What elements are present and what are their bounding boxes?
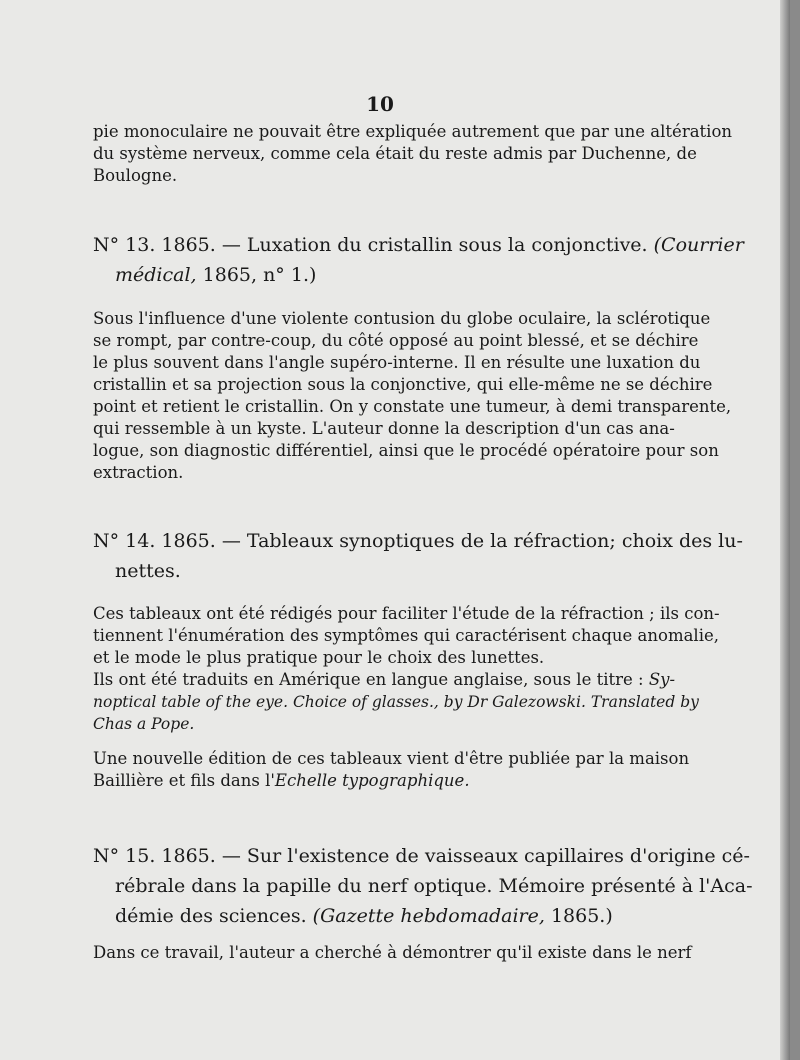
intro-paragraph [93,121,733,187]
text-line: extraction. [93,463,184,482]
heading-reference: (Gazette hebdomadaire, [312,905,545,927]
heading-line: N° 15. 1865. — Sur l'existence de vaisseaux capillaires d'origine cé- [93,845,750,867]
heading-text: N° 13. 1865. — Luxation du cristallin sous la conjonctive. [93,234,648,256]
heading-line [93,901,665,931]
book-title-line: Chas a Pope. [93,715,195,733]
text-line: du système nerveux, comme cela était du reste admis par Duchenne, de [93,144,697,163]
entry-14-heading [93,526,743,586]
publication-title: Echelle typographique. [274,771,470,790]
text-line: Sous l'influence d'une violente contusion du globe oculaire, la sclérotique [93,309,711,328]
text-line: qui ressemble à un kyste. L'auteur donne la description d'un cas ana- [93,419,675,438]
text-line: se rompt, par contre-coup, du côté opposé au point blessé, et se déchire [93,331,699,350]
entry-14-paragraph-2 [93,669,699,735]
text-line: Dans ce travail, l'auteur a cherché à démontrer qu'il existe dans le nerf [93,943,692,962]
page-edge-shadow [780,0,790,1060]
text-line: Une nouvelle édition de ces tableaux vient d'être publiée par la maison [93,749,690,768]
entry-13-body [93,308,732,484]
heading-reference: médical, [115,264,197,286]
text-line: logue, son diagnostic différentiel, ainsi que le procédé opératoire pour son [93,441,719,460]
text-line: et le mode le plus pratique pour le choix des lunettes. [93,648,545,667]
text-line: pie monoculaire ne pouvait être expliquée autrement que par une altération [93,122,733,141]
heading-text: démie des sciences. [115,905,307,927]
text-line: tiennent l'énumération des symptômes qui caractérisent chaque anomalie, [93,626,719,645]
text-line: Ces tableaux ont été rédigés pour faciliter l'étude de la réfraction ; ils con- [93,604,720,623]
text-segment: Baillière et fils dans l' [93,771,275,790]
text-line [93,669,676,691]
heading-line: nettes. [115,560,181,582]
text-line: le plus souvent dans l'angle supéro-interne. Il en résulte une luxation du [93,353,701,372]
entry-15-heading [93,841,753,931]
text-line: point et retient le cristallin. On y constate une tumeur, à demi transparente, [93,397,732,416]
entry-14-paragraph-3 [93,748,690,792]
book-title-line: noptical table of the eye. Choice of glasses., by Dr Galezowski. Translated by [93,693,699,711]
heading-line [93,260,665,290]
entry-15-body [93,942,692,964]
heading-line: rébrale dans la papille du nerf optique. Mémoire présenté à l'Aca- [115,875,753,897]
heading-line: N° 14. 1865. — Tableaux synoptiques de la réfraction; choix des lu- [93,530,743,552]
heading-text: 1865.) [550,905,613,927]
heading-line [93,230,744,260]
page-number: 10 [366,92,394,116]
heading-reference: (Courrier [653,234,744,256]
text-segment: Ils ont été traduits en Amérique en langue anglaise, sous le titre : [93,670,644,689]
text-line [93,770,665,792]
text-line: cristallin et sa projection sous la conjonctive, qui elle-même ne se déchire [93,375,713,394]
entry-13-heading [93,230,744,290]
book-title: Sy- [648,670,676,689]
entry-14-paragraph-1 [93,603,720,669]
heading-text: 1865, n° 1.) [202,264,317,286]
text-line: Boulogne. [93,166,178,185]
